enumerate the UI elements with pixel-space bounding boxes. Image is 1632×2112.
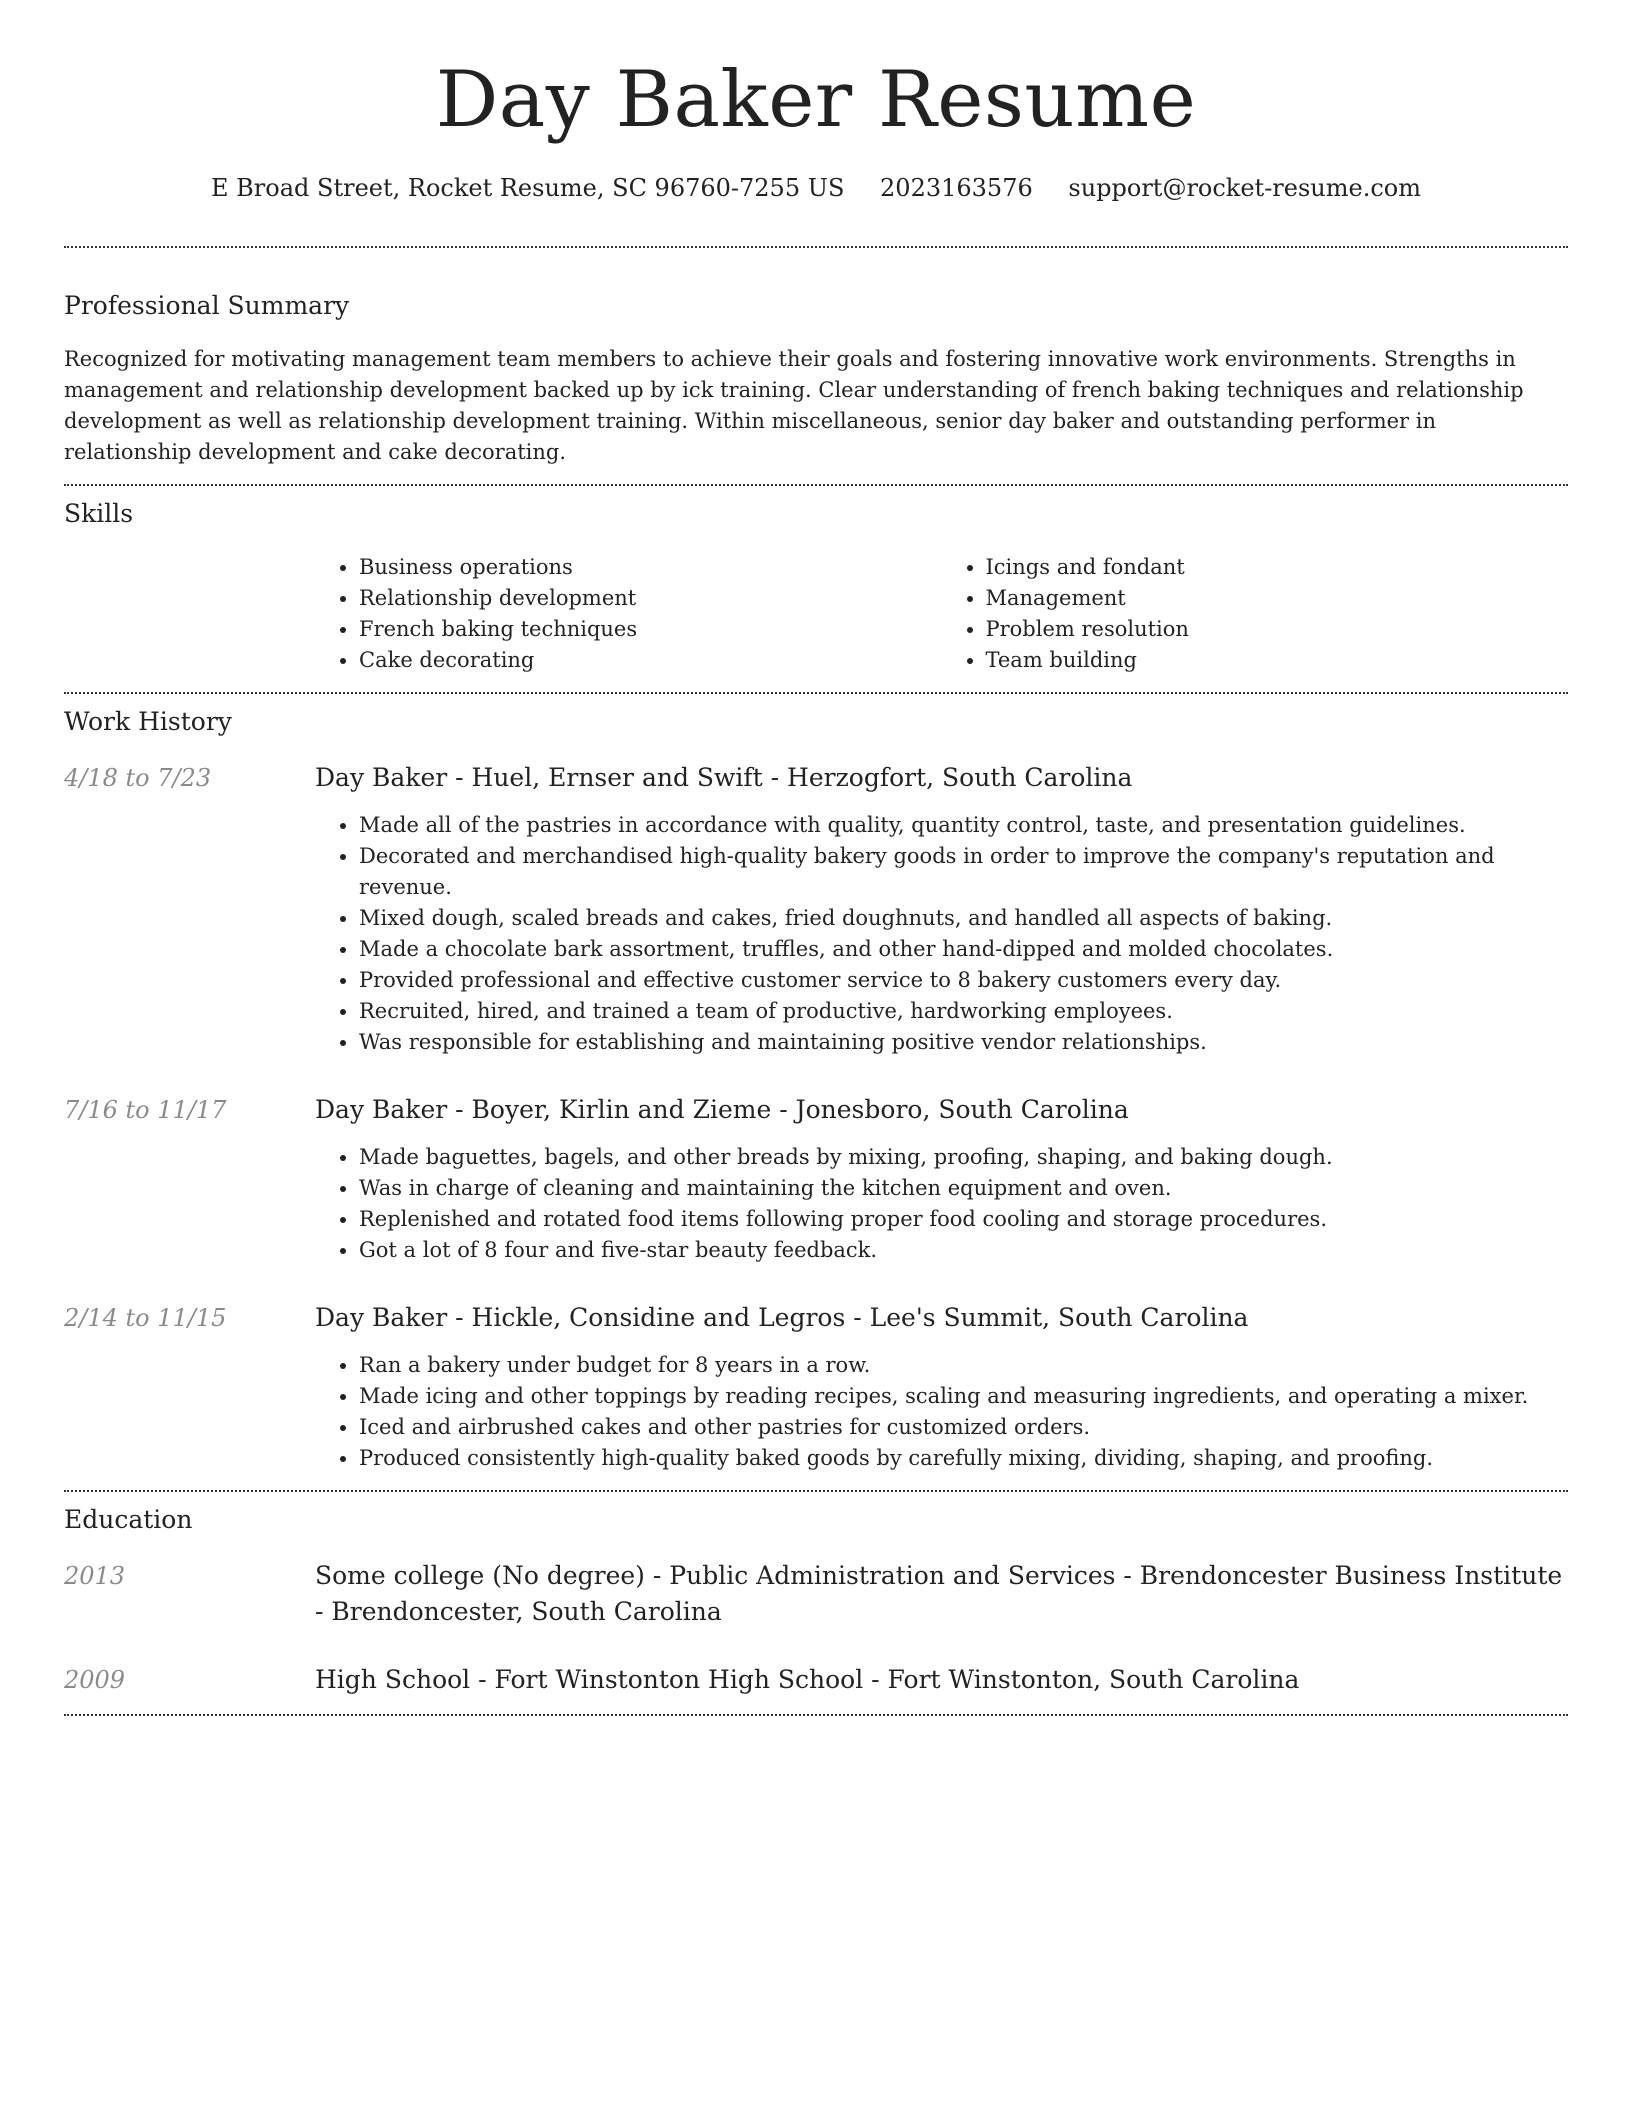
job-dates: 4/18 to 7/23 (64, 764, 212, 792)
resume-title: Day Baker Resume (435, 55, 1197, 145)
job-bullet: • Made all of the pastries in accordance with quality, quantity control, taste, and presentation guidelines. (359, 810, 1568, 841)
section-title-work: Work History (64, 707, 232, 736)
job-bullets (315, 810, 1568, 1058)
job-dates: 7/16 to 11/17 (64, 1096, 227, 1124)
divider-header (64, 246, 1568, 248)
education-entry (64, 1662, 1568, 1698)
job-bullet: • Was in charge of cleaning and maintaining the kitchen equipment and oven. (359, 1173, 1568, 1204)
contact-line (64, 170, 1568, 206)
job-bullet: • Got a lot of 8 four and five-star beauty feedback. (359, 1235, 1568, 1266)
skills-grid (315, 552, 1568, 676)
education-school: - Brendoncester Business Institute - Brendoncester, South Carolina (315, 1561, 1563, 1626)
divider-education (64, 1714, 1568, 1716)
contact-phone: 2023163576 (880, 174, 1033, 202)
job-bullet: • Recruited, hired, and trained a team of productive, hardworking employees. (359, 996, 1568, 1027)
job-body (315, 1092, 1568, 1266)
job-bullet: • Ran a bakery under budget for 8 years in a row. (359, 1350, 1568, 1381)
job-dates: 2/14 to 11/15 (64, 1304, 227, 1332)
contact-email: support@rocket-resume.com (1068, 174, 1421, 202)
job-title: Day Baker - Huel, Ernser and Swift - Herzogfort, South Carolina (315, 763, 1133, 792)
section-education (64, 1502, 1568, 1698)
section-title-education: Education (64, 1505, 193, 1534)
skill-item: • French baking techniques (359, 614, 942, 645)
divider-summary (64, 484, 1568, 486)
job-bullet: • Provided professional and effective customer service to 8 bakery customers every day. (359, 965, 1568, 996)
education-degree: High School (315, 1665, 471, 1694)
education-year: 2009 (64, 1666, 126, 1694)
summary-text: Recognized for motivating management team members to achieve their goals and fostering innovative work environments. Strengths in management and relationship development backed up by ick training. Clear understanding of french baking techniques and relationship development as well as relationship development training. Within miscellaneous, senior day baker and outstanding performer in relationship development and cake decorating. (64, 347, 1524, 464)
contact-address: E Broad Street, Rocket Resume, SC 96760-7255 US (211, 174, 845, 202)
divider-skills (64, 692, 1568, 694)
section-title-summary: Professional Summary (64, 291, 350, 320)
job-title: Day Baker - Hickle, Considine and Legros - Lee's Summit, South Carolina (315, 1303, 1249, 1332)
section-title-skills: Skills (64, 499, 134, 528)
section-work-history (64, 704, 1568, 1474)
job-entry (64, 1300, 1568, 1474)
job-bullet: • Made icing and other toppings by reading recipes, scaling and measuring ingredients, and operating a mixer. (359, 1381, 1568, 1412)
education-degree: Some college (No degree) - Public Administration and Services (315, 1561, 1116, 1590)
divider-work (64, 1490, 1568, 1492)
job-bullet: • Made baguettes, bagels, and other breads by mixing, proofing, shaping, and baking dough. (359, 1142, 1568, 1173)
education-body (315, 1558, 1568, 1630)
skill-item: • Business operations (359, 552, 942, 583)
skill-item: • Icings and fondant (986, 552, 1569, 583)
education-body (315, 1662, 1568, 1698)
education-year: 2013 (64, 1562, 126, 1590)
skills-list-right (942, 552, 1569, 676)
job-title: Day Baker - Boyer, Kirlin and Zieme - Jonesboro, South Carolina (315, 1095, 1129, 1124)
skills-list-left (315, 552, 942, 676)
education-entry (64, 1558, 1568, 1630)
job-bullet: • Mixed dough, scaled breads and cakes, fried doughnuts, and handled all aspects of baking. (359, 903, 1568, 934)
job-body (315, 760, 1568, 1058)
skill-item: • Problem resolution (986, 614, 1569, 645)
job-bullets (315, 1142, 1568, 1266)
job-body (315, 1300, 1568, 1474)
section-summary (64, 288, 1568, 468)
job-entry (64, 760, 1568, 1058)
job-bullet: • Replenished and rotated food items following proper food cooling and storage procedures. (359, 1204, 1568, 1235)
job-bullet: • Iced and airbrushed cakes and other pastries for customized orders. (359, 1412, 1568, 1443)
skill-item: • Relationship development (359, 583, 942, 614)
education-school: - Fort Winstonton High School - Fort Winstonton, South Carolina (470, 1665, 1300, 1694)
section-skills (64, 496, 1568, 676)
job-bullet: • Produced consistently high-quality baked goods by carefully mixing, dividing, shaping, and proofing. (359, 1443, 1568, 1474)
job-bullet: • Decorated and merchandised high-quality bakery goods in order to improve the company's reputation and revenue. (359, 841, 1568, 903)
skill-item: • Cake decorating (359, 645, 942, 676)
job-entry (64, 1092, 1568, 1266)
job-bullet: • Made a chocolate bark assortment, truffles, and other hand-dipped and molded chocolates. (359, 934, 1568, 965)
skill-item: • Management (986, 583, 1569, 614)
job-bullet: • Was responsible for establishing and maintaining positive vendor relationships. (359, 1027, 1568, 1058)
skill-item: • Team building (986, 645, 1569, 676)
job-bullets (315, 1350, 1568, 1474)
